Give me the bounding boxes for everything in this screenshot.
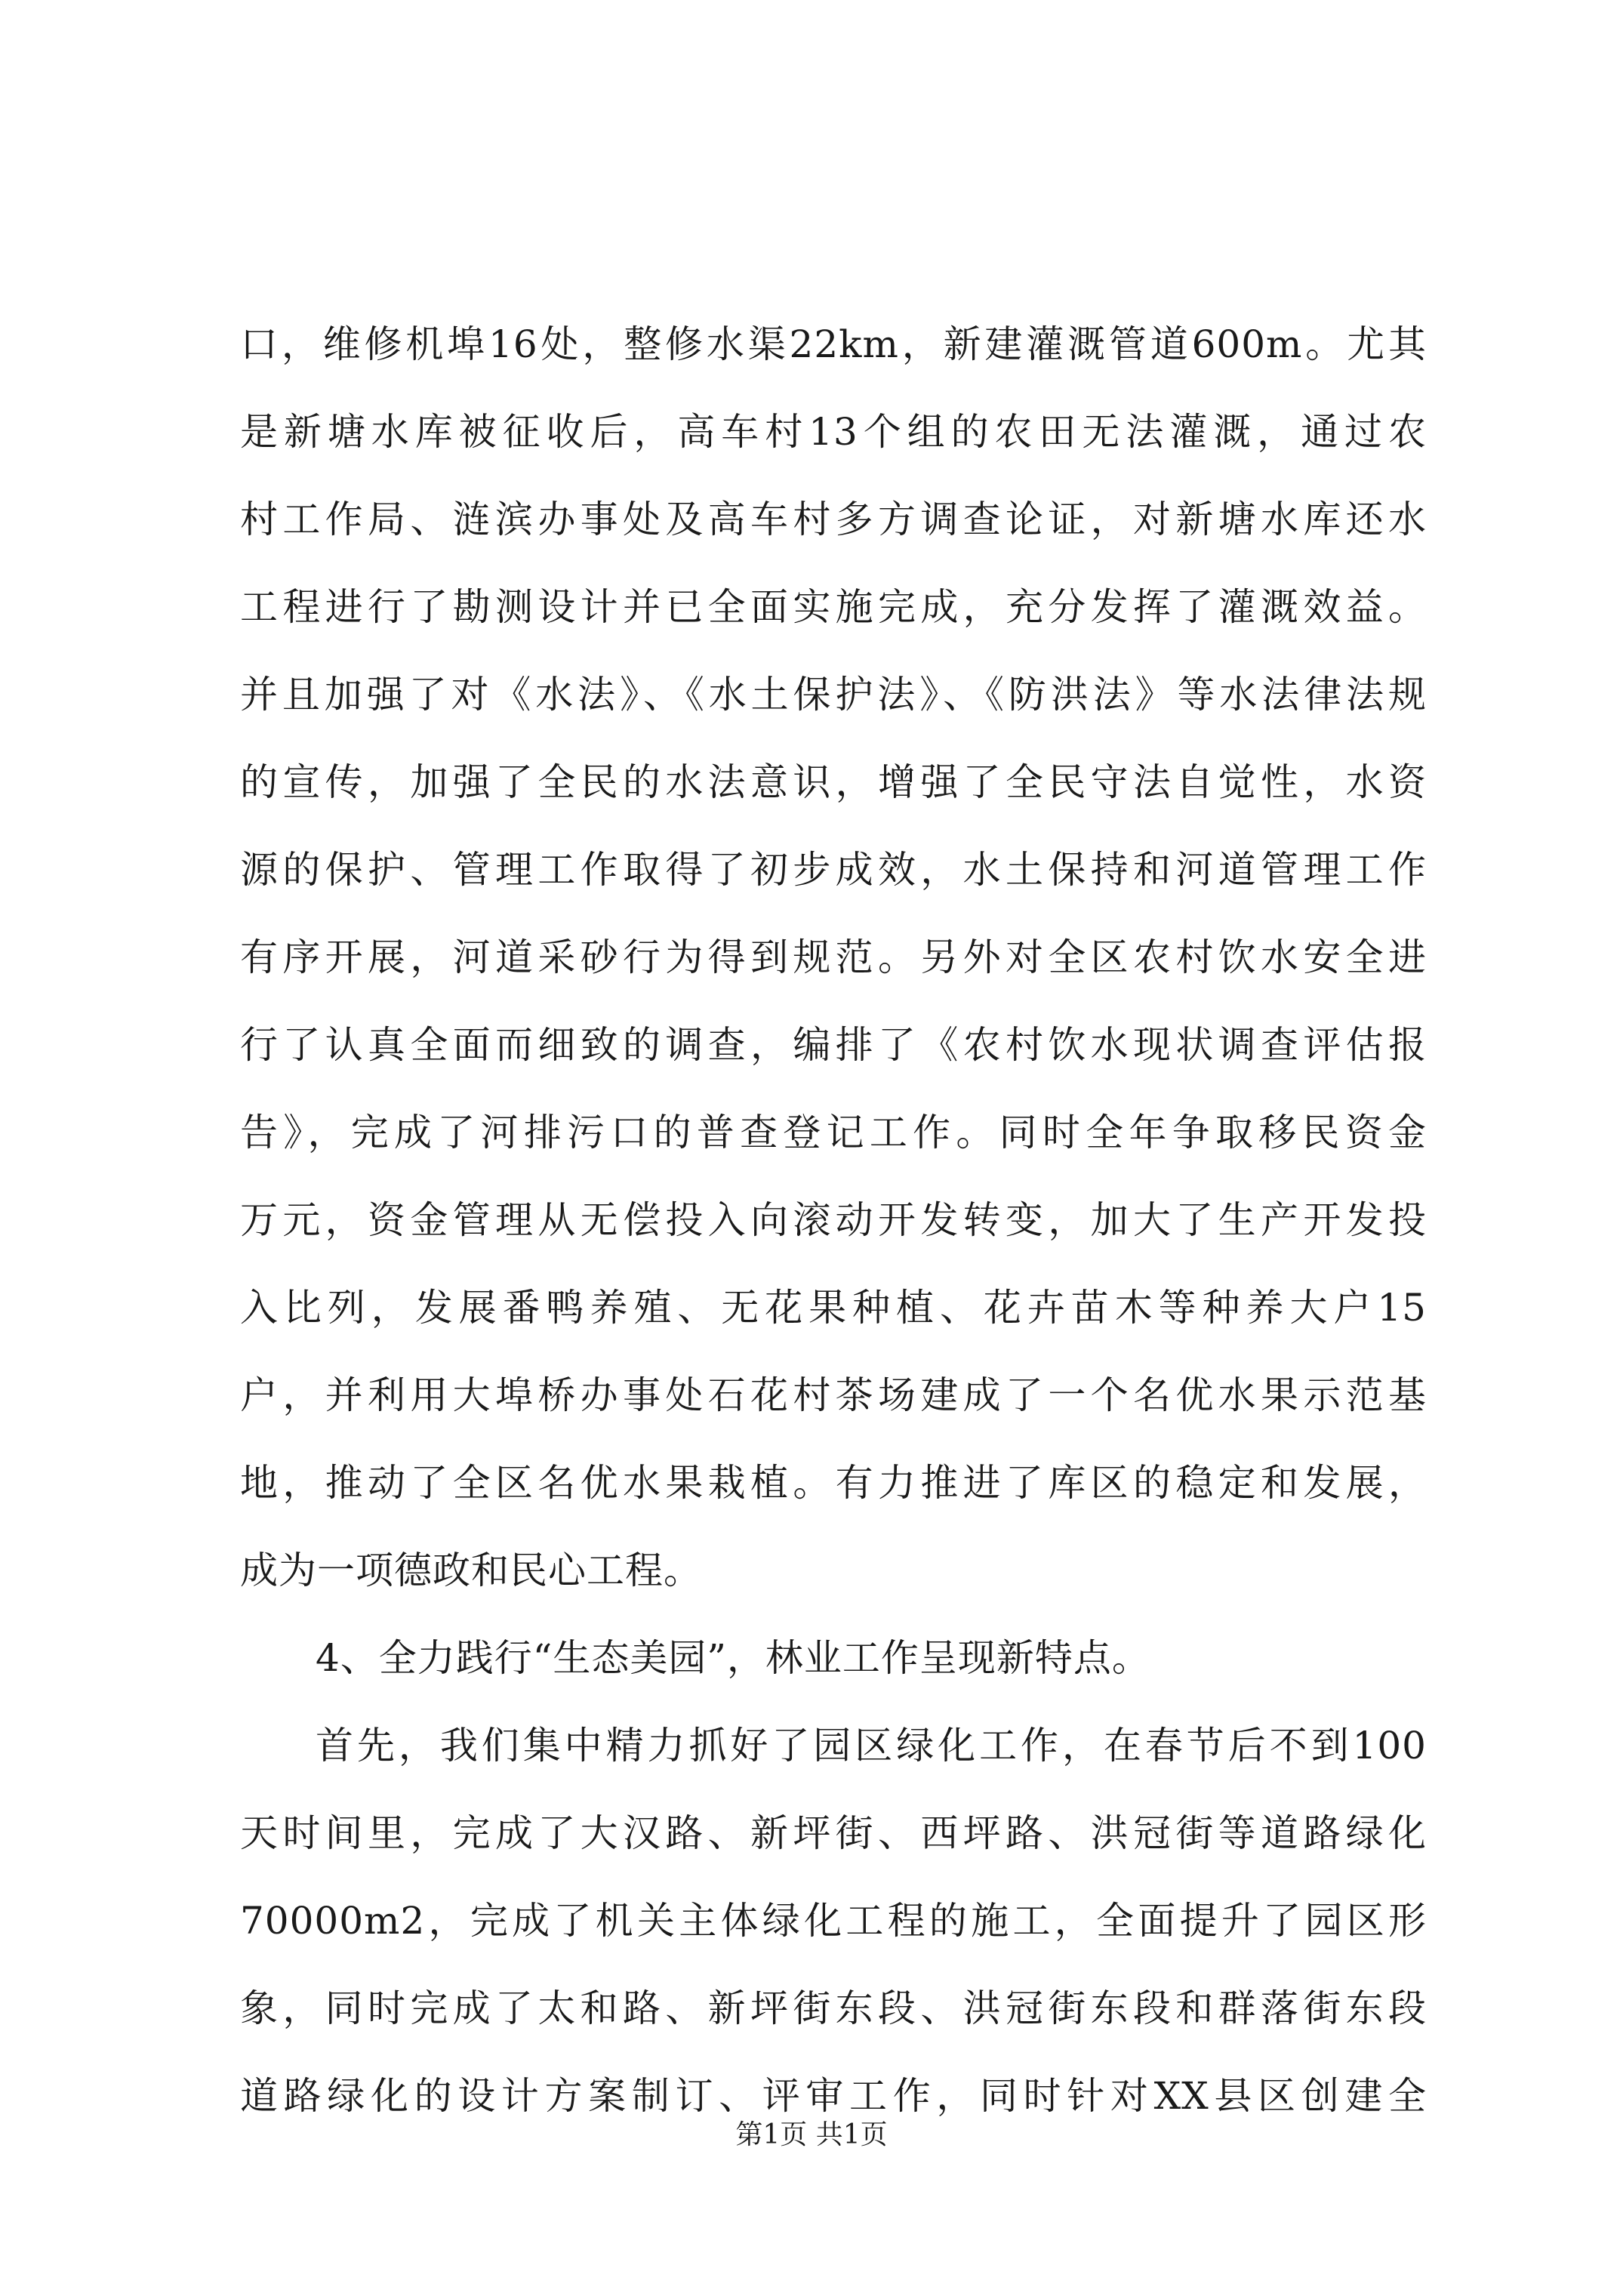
text-line: 工程进行了勘测设计并已全面实施完成，充分发挥了灌溉效益。 (240, 585, 1427, 629)
text-line: 是新塘水库被征收后，高车村13个组的农田无法灌溉，通过农 (240, 410, 1427, 454)
text-line: 天时间里，完成了大汉路、新坪街、西坪路、洪冠街等道路绿化 (240, 1811, 1427, 1855)
text-line: 行了认真全面而细致的调查，编排了《农村饮水现状调查评估报 (240, 1023, 1427, 1067)
text-line: 源的保护、管理工作取得了初步成效，水土保持和河道管理工作 (240, 848, 1427, 892)
text-line: 道路绿化的设计方案制订、评审工作，同时针对XX县区创建全 (240, 2074, 1427, 2118)
text-line: 告》，完成了河排污口的普查登记工作。同时全年争取移民资金 (240, 1111, 1427, 1154)
text-line: 有序开展，河道采砂行为得到规范。另外对全区农村饮水安全进 (240, 935, 1427, 979)
page-footer: 第1页 共1页 (735, 2119, 888, 2150)
text-line: 首先，我们集中精力抓好了园区绿化工作，在春节后不到100 (316, 1724, 1427, 1767)
text-line: 村工作局、涟滨办事处及高车村多方调查论证，对新塘水库还水 (240, 498, 1427, 541)
text-line: 入比列，发展番鸭养殖、无花果种植、花卉苗木等种养大户15 (240, 1286, 1427, 1330)
text-line: 的宣传，加强了全民的水法意识，增强了全民守法自觉性，水资 (240, 760, 1427, 804)
text-line: 户，并利用大埠桥办事处石花村茶场建成了一个名优水果示范基 (240, 1373, 1427, 1417)
text-line: 成为一项德政和民心工程。 (240, 1549, 702, 1592)
text-line: 口，维修机埠16处，整修水渠22km，新建灌溉管道600m。尤其 (240, 322, 1427, 366)
text-line: 万元，资金管理从无偿投入向滚动开发转变，加大了生产开发投 (240, 1198, 1427, 1242)
text-line: 地，推动了全区名优水果栽植。有力推进了库区的稳定和发展， (240, 1461, 1427, 1505)
document-body (240, 300, 1427, 2140)
text-line: 象，同时完成了太和路、新坪街东段、洪冠街东段和群落街东段 (240, 1986, 1427, 2030)
section-heading: 4、全力践行“生态美园”，林业工作呈现新特点。 (316, 1636, 1150, 1680)
text-line: 70000m2，完成了机关主体绿化工程的施工，全面提升了园区形 (240, 1899, 1427, 1943)
text-line: 并且加强了对《水法》、《水土保护法》、《防洪法》等水法律法规 (240, 673, 1427, 717)
